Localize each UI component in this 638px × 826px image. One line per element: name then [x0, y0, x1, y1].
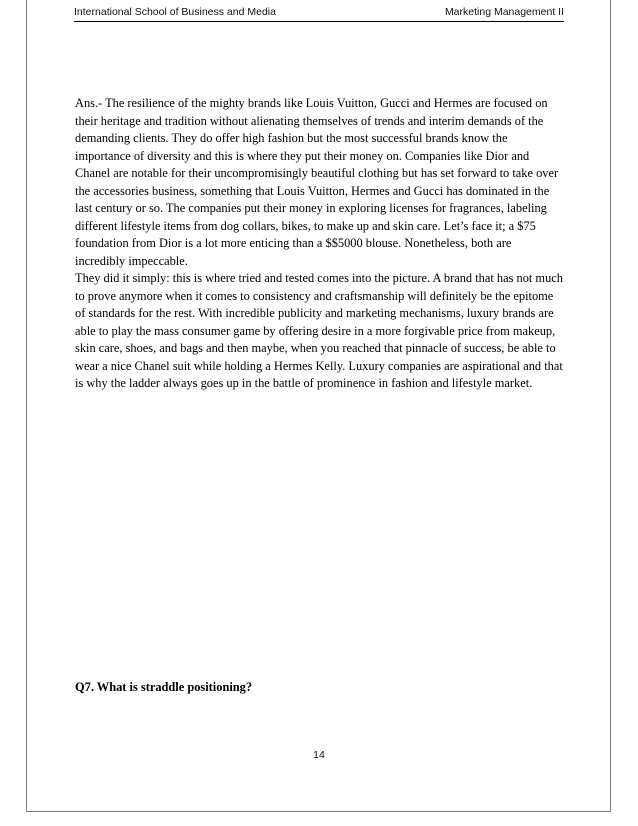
answer-body	[75, 95, 563, 393]
question-heading: Q7. What is straddle positioning?	[75, 680, 253, 694]
answer-paragraph-2: They did it simply: this is where tried and tested comes into the picture. A brand that has not much to prove anymore when it comes to consistency and craftsmanship will definitely be the epitome of standards for the rest. With incredible publicity and marketing mechanisms, luxury brands are able to play the mass consumer game by offering desire in a more forgivable price from makeup, skin care, shoes, and bags and then maybe, when you reached that pinnacle of success, be able to wear a nice Chanel suit while holding a Hermes Kelly. Luxury companies are aspirational and that is why the ladder always goes up in the battle of prominence in fashion and lifestyle market.	[75, 271, 563, 390]
header-divider	[74, 21, 564, 22]
header-school-name: International School of Business and Media	[74, 6, 276, 18]
answer-paragraph-1: Ans.- The resilience of the mighty brands like Louis Vuitton, Gucci and Hermes are focused on their heritage and tradition without alienating themselves of trends and interim demands of the demanding clients. They do offer high fashion but the most successful brands know the importance of diversity and this is where they put their money on. Companies like Dior and Chanel are notable for their uncompromisingly beautiful clothing but has set forward to take over the accessories business, something that Louis Vuitton, Hermes and Gucci has dominated in the last century or so. The companies put their money in exploring licenses for fragrances, labeling different lifestyle items from dog collars, bikes, to make up and skin care. Let’s face it; a $75 foundation from Dior is a lot more enticing than a $$5000 blouse. Nonetheless, both are incredibly impeccable.	[75, 96, 559, 268]
page-header	[74, 6, 564, 22]
page-number: 14	[313, 749, 325, 761]
header-course-title: Marketing Management II	[444, 6, 564, 18]
